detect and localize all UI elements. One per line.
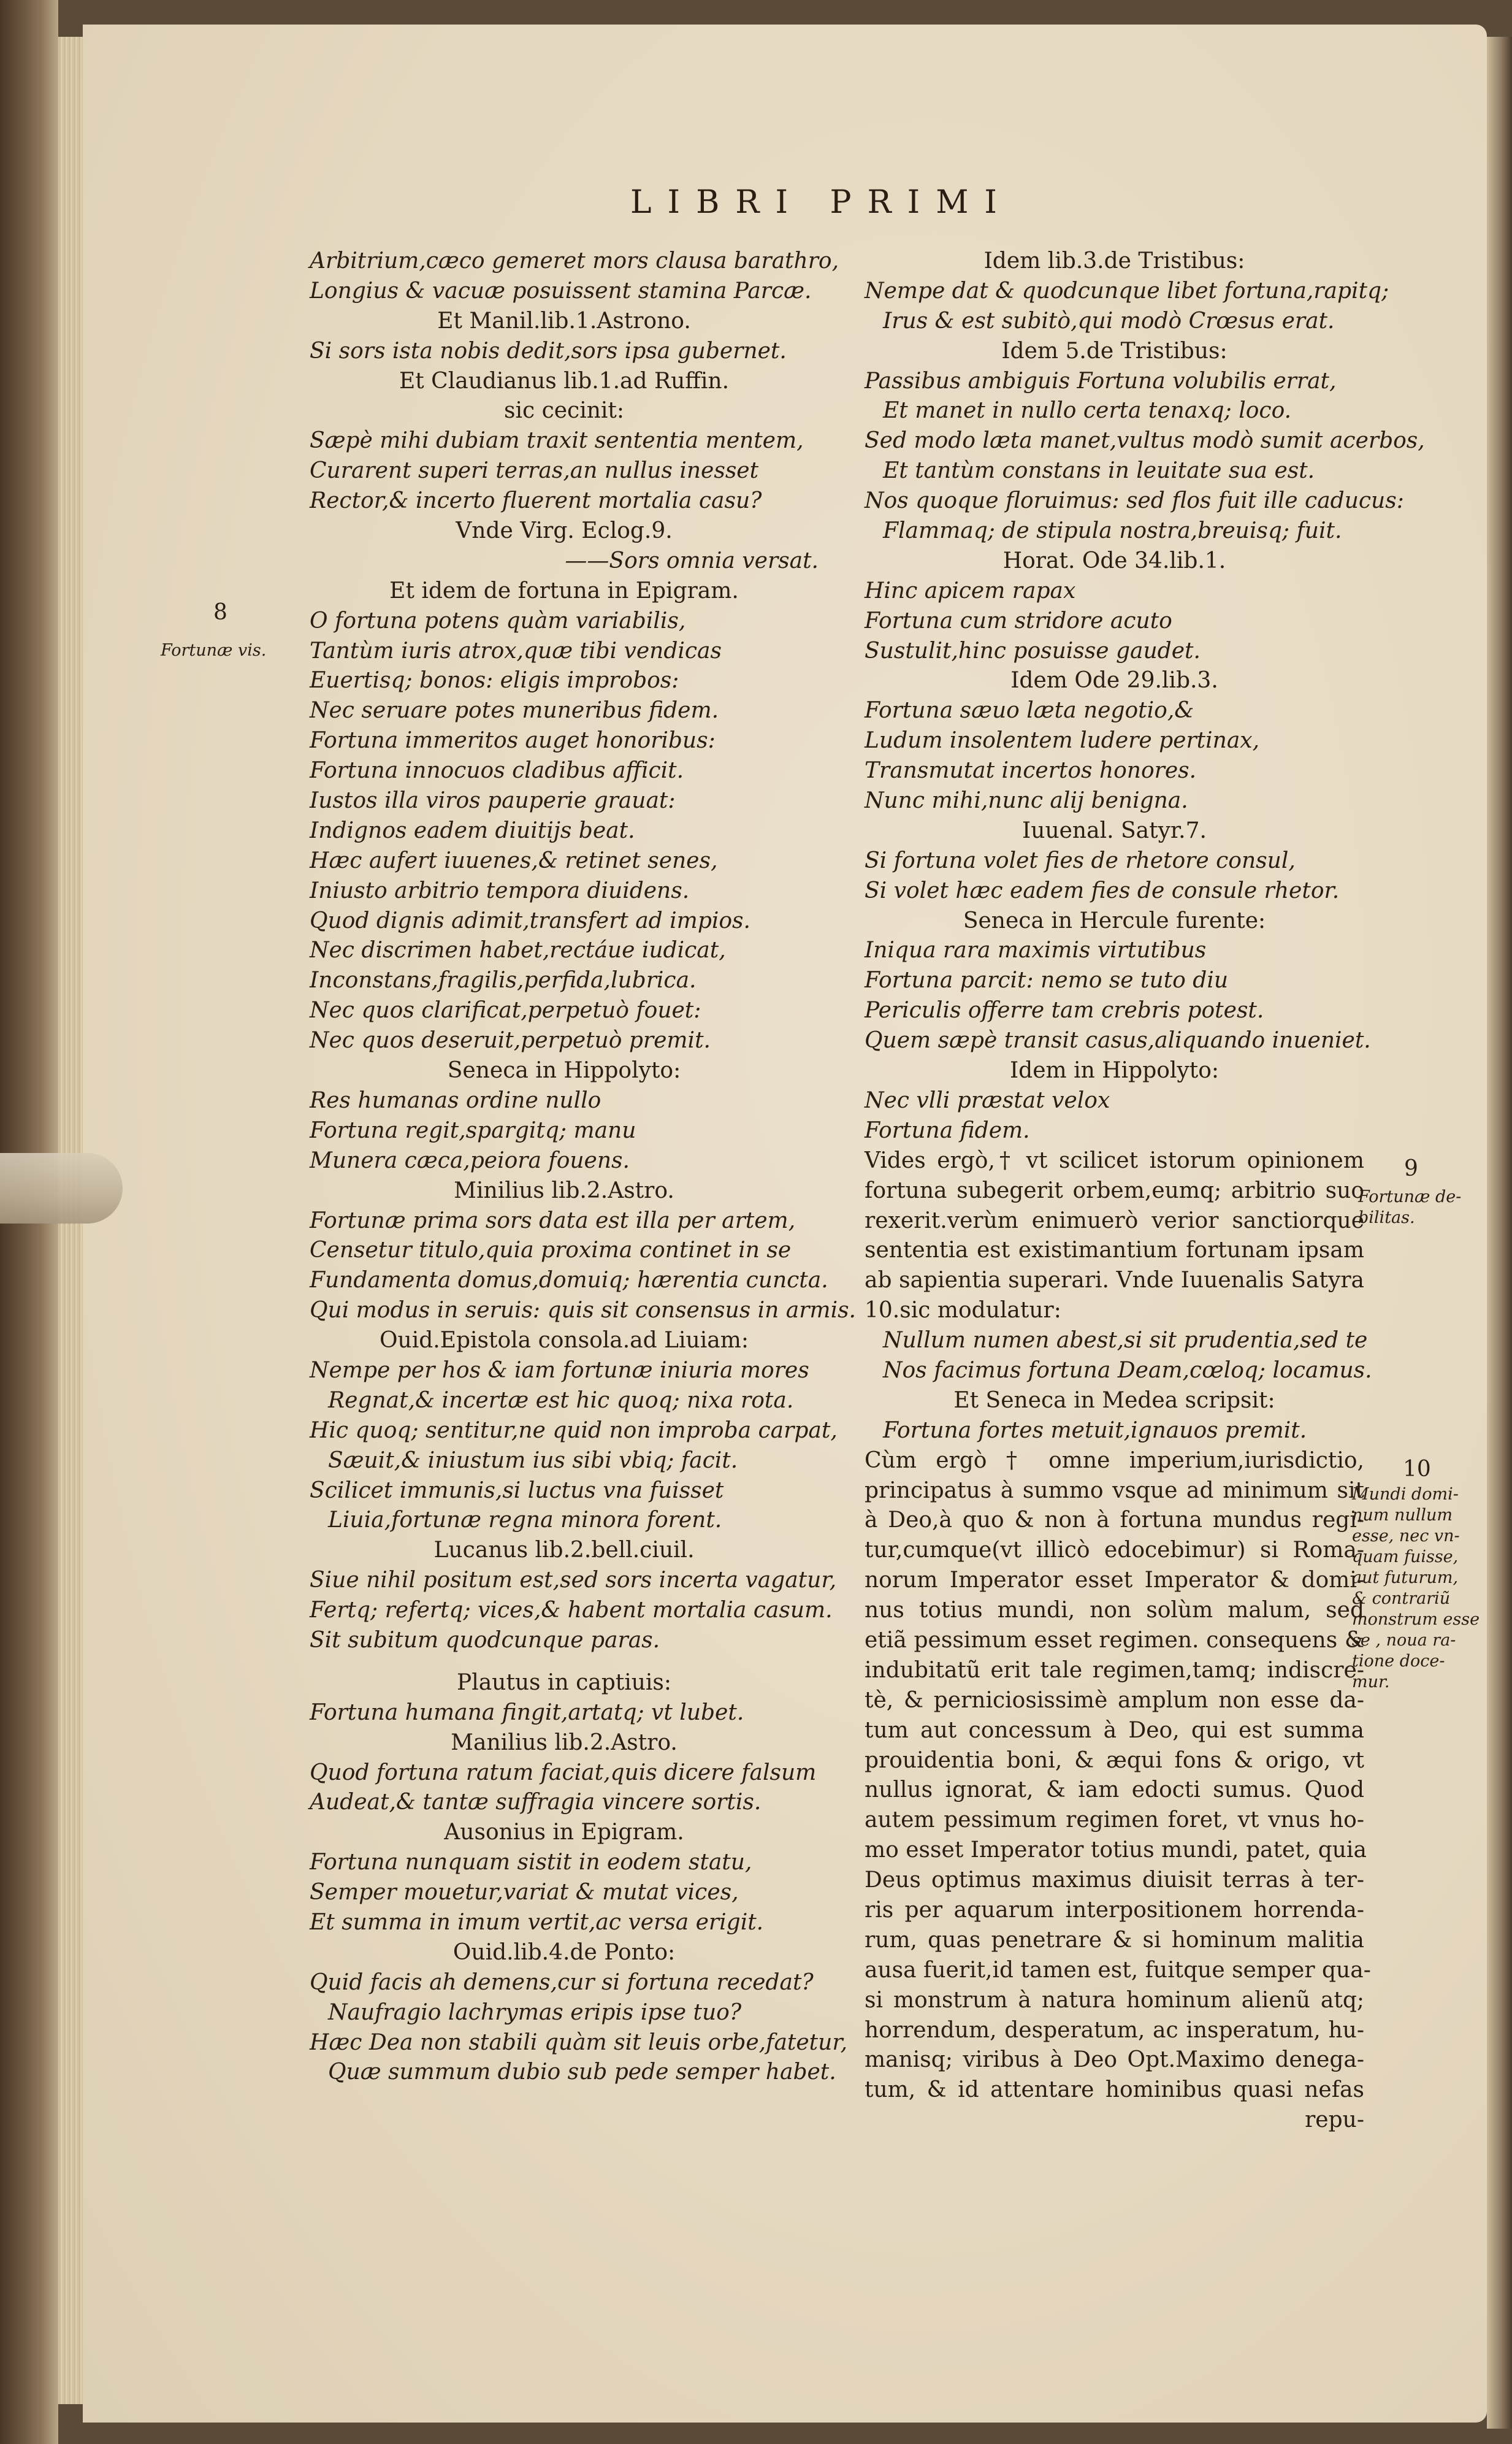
text-line: Nec discrimen habet,rectáue iudicat, [310, 938, 726, 963]
text-line: Et idem de fortuna in Epigram. [389, 578, 739, 603]
text-line: Idem lib.3.de Tristibus: [983, 248, 1245, 274]
text-line: Passibus ambiguis Fortuna volubilis errat, [865, 368, 1337, 394]
margin-note-8: Fortunæ vis. [161, 641, 267, 660]
text-line: Censetur titulo,quia proxima continet in se [310, 1238, 792, 1263]
text-line: nullus ignorat, & iam edocti sumus. Quod [865, 1777, 1364, 1803]
text-line: manisq; viribus à Deo Opt.Maximo denega- [865, 2047, 1364, 2073]
margin-note-line: tione doce- [1352, 1652, 1445, 1671]
text-line: Indignos eadem diuitijs beat. [310, 818, 635, 843]
text-line: Seneca in Hercule furente: [963, 908, 1266, 933]
text-line: Hinc apicem rapax [865, 578, 1076, 603]
text-line: Audeat,& tantæ suffragia vincere sortis. [310, 1790, 762, 1815]
text-line: Nempe dat & quodcunque libet fortuna,rapitq; [865, 278, 1389, 304]
text-line: Si fortuna volet fies de rhetore consul, [865, 848, 1296, 873]
text-line: indubitatũ erit tale regimen,tamq; indiscre- [865, 1657, 1364, 1683]
text-line: Transmutat incertos honores. [865, 758, 1197, 784]
text-line: Naufragio lachrymas eripis ipse tuo? [328, 1999, 742, 2025]
text-line: Ouid.lib.4.de Ponto: [452, 1939, 676, 1965]
margin-note-line: mur. [1352, 1672, 1390, 1691]
text-line: tum, & id attentare hominibus quasi nefas [865, 2077, 1364, 2103]
text-line: O fortuna potens quàm variabilis, [310, 608, 686, 634]
text-line: Quid facis ah demens,cur si fortuna recedat? [310, 1969, 814, 1995]
text-line: Nec seruare potes muneribus fidem. [310, 698, 719, 724]
text-line: Hic quoq; sentitur,ne quid non improba carpat, [310, 1417, 838, 1443]
text-line: repu- [1305, 2107, 1364, 2133]
text-line: rum, quas penetrare & si hominum malitia [865, 1927, 1364, 1953]
text-line: Ludum insolentem ludere pertinax, [865, 728, 1260, 754]
text-line: Si volet hæc eadem fies de consule rhetor. [865, 878, 1340, 903]
text-line: Periculis offerre tam crebris potest. [865, 998, 1264, 1024]
text-line: Fundamenta domus,domuiq; hærentia cuncta. [310, 1268, 828, 1293]
text-line: Idem in Hippolyto: [1009, 1058, 1220, 1084]
text-line: Quod fortuna ratum faciat,quis dicere falsum [310, 1760, 817, 1785]
text-line: Fortuna fidem. [865, 1117, 1030, 1143]
text-line: nus totius mundi, non solùm malum, sed [865, 1598, 1364, 1623]
margin-note-line: se , noua ra- [1352, 1631, 1456, 1650]
text-line: Inconstans,fragilis,perfida,lubrica. [310, 968, 697, 994]
text-line: Rector,& incerto fluerent mortalia casu? [310, 488, 762, 514]
text-line: Nos facimus fortuna Deam,cœloq; locamus. [883, 1357, 1372, 1383]
margin-note-line: Mundi domi- [1352, 1485, 1459, 1504]
text-line: tè, & perniciosissimè amplum non esse da- [865, 1687, 1364, 1713]
text-line: Cùm ergò † omne imperium,iurisdictio, [865, 1447, 1364, 1473]
margin-note-line: Fortunæ de- [1358, 1187, 1462, 1206]
margin-note-line: quam fuisse, [1352, 1547, 1459, 1566]
text-line: Ausonius in Epigram. [444, 1820, 684, 1845]
text-line: autem pessimum regimen foret, vt vnus ho- [865, 1807, 1364, 1833]
text-line: Et summa in imum vertit,ac versa erigit. [310, 1909, 764, 1935]
text-line: Nempe per hos & iam fortunæ iniuria mores [310, 1357, 809, 1383]
text-line: rexerit.verùm enimuerò verior sanctiorque [865, 1208, 1364, 1233]
text-line: Fertq; refertq; vices,& habent mortalia casum. [310, 1598, 833, 1623]
text-line: si monstrum à natura hominum alienũ atq; [865, 1987, 1364, 2013]
left-column [310, 247, 856, 2088]
text-line: Munera cæca,peiora fouens. [310, 1147, 630, 1173]
text-line: Tantùm iuris atrox,quæ tibi vendicas [310, 638, 722, 664]
text-line: Euertisq; bonos: eligis improbos: [310, 668, 679, 694]
text-line: Curarent superi terras,an nullus inesset [310, 458, 759, 484]
text-line: Quæ summum dubio sub pede semper habet. [328, 2059, 836, 2085]
margin-note-line: num nullum [1352, 1506, 1453, 1525]
text-line: Sæuit,& iniustum ius sibi vbiq; facit. [328, 1447, 738, 1473]
margin-number-10: 10 [1403, 1457, 1431, 1482]
text-line: sic cecinit: [503, 398, 625, 424]
text-line: Siue nihil positum est,sed sors incerta vagatur, [310, 1568, 837, 1593]
text-line: prouidentia boni, & æqui fons & origo, vt [865, 1747, 1364, 1773]
text-line: etiã pessimum esset regimen. consequens & [865, 1627, 1364, 1653]
margin-note-line: bilitas. [1358, 1208, 1415, 1227]
text-line: horrendum, desperatum, ac insperatum, hu- [865, 2017, 1364, 2043]
text-line: norum Imperator esset Imperator & domi- [865, 1568, 1364, 1593]
text-line: Nunc mihi,nunc alij benigna. [865, 788, 1188, 814]
text-line: Lucanus lib.2.bell.ciuil. [433, 1538, 695, 1563]
text-line: Nos quoque floruimus: sed flos fuit ille caducus: [865, 488, 1404, 514]
margin-note-line: & contrariũ [1352, 1589, 1451, 1608]
text-line: Quod dignis adimit,transfert ad impios. [310, 908, 750, 933]
text-line: Regnat,& incertæ est hic quoq; nixa rota. [328, 1387, 794, 1413]
text-line: Liuia,fortunæ regna minora forent. [328, 1507, 722, 1533]
text-line: Semper mouetur,variat & mutat vices, [310, 1880, 739, 1906]
text-line: Ouid.Epistola consola.ad Liuiam: [380, 1328, 749, 1354]
text-line: Sit subitum quodcunque paras. [310, 1627, 660, 1653]
text-line: Si sors ista nobis dedit,sors ipsa gubernet. [310, 338, 787, 364]
text-line: Iniqua rara maximis virtutibus [865, 938, 1207, 963]
text-line: Longius & vacuæ posuissent stamina Parcæ. [310, 278, 812, 304]
text-line [310, 1656, 819, 1668]
text-line: tur,cumque(vt illicò edocebimur) si Roma- [865, 1538, 1364, 1563]
text-line: Iustos illa viros pauperie grauat: [310, 788, 676, 814]
text-line: Idem 5.de Tristibus: [1001, 338, 1228, 364]
margin-number-8: 8 [213, 600, 227, 625]
text-line: Scilicet immunis,si luctus vna fuisset [310, 1477, 724, 1503]
text-line: Arbitrium,cæco gemeret mors clausa barathro, [310, 248, 839, 274]
running-title: LIBRI PRIMI [630, 184, 1013, 221]
text-line: Sustulit,hinc posuisse gaudet. [865, 638, 1201, 664]
text-line: ab sapientia superari. Vnde Iuuenalis Satyra [865, 1268, 1364, 1293]
text-line: Fortuna innocuos cladibus afficit. [310, 758, 684, 784]
text-line: Nec quos clarificat,perpetuò fouet: [310, 998, 701, 1024]
text-line: Hæc aufert iuuenes,& retinet senes, [310, 848, 718, 873]
text-line: Res humanas ordine nullo [310, 1087, 601, 1113]
text-line: ——Sors omnia versat. [565, 548, 819, 573]
text-line: Fortuna parcit: nemo se tuto diu [865, 968, 1229, 994]
text-line: ris per aquarum interpositionem horrenda- [865, 1897, 1364, 1923]
text-line: Et Manil.lib.1.Astrono. [437, 308, 691, 334]
text-line: Et manet in nullo certa tenaxq; loco. [883, 398, 1292, 424]
text-line: Qui modus in seruis: quis sit consensus in armis. [310, 1298, 856, 1324]
text-line: Et tantùm constans in leuitate sua est. [883, 458, 1315, 484]
text-line: Fortunæ prima sors data est illa per artem, [310, 1208, 796, 1233]
text-line: mo esset Imperator totius mundi, patet, quia [865, 1837, 1367, 1863]
text-line: Fortuna immeritos auget honoribus: [310, 728, 716, 754]
text-line: Idem Ode 29.lib.3. [1010, 668, 1218, 694]
text-line: fortuna subegerit orbem,eumq; arbitrio suo [865, 1178, 1364, 1203]
text-line: Nec quos deseruit,perpetuò premit. [310, 1028, 711, 1054]
text-line: Sæpè mihi dubiam traxit sententia mentem, [310, 428, 804, 454]
text-line: Fortuna sæuo læta negotio,& [865, 698, 1194, 724]
text-line: Quem sæpè transit casus,aliquando inueniet. [865, 1028, 1371, 1054]
text-line: Plautus in captiuis: [456, 1669, 672, 1695]
text-line: Fortuna nunquam sistit in eodem statu, [310, 1850, 752, 1875]
text-line: Sed modo læta manet,vultus modò sumit acerbos, [865, 428, 1425, 454]
text-line: principatus à summo vsque ad minimum sit [865, 1477, 1364, 1503]
text-line: Irus & est subitò,qui modò Crœsus erat. [883, 308, 1335, 334]
text-line: Et Seneca in Medea scripsit: [953, 1387, 1275, 1413]
text-line: Horat. Ode 34.lib.1. [1002, 548, 1226, 573]
margin-note-10 [1352, 1484, 1480, 1693]
text-line: Flammaq; de stipula nostra,breuisq; fuit. [883, 518, 1342, 544]
text-line: sententia est existimantium fortunam ipsam [865, 1238, 1364, 1263]
text-line: Manilius lib.2.Astro. [451, 1730, 678, 1755]
text-line: à Deo,à quo & non à fortuna mundus regi- [865, 1507, 1364, 1533]
text-line: Iniusto arbitrio tempora diuidens. [310, 878, 690, 903]
text-line: Nullum numen abest,si sit prudentia,sed te [883, 1328, 1368, 1354]
text-line: 10.sic modulatur: [865, 1298, 1061, 1324]
text-line: Iuuenal. Satyr.7. [1022, 818, 1207, 843]
text-line: Fortuna regit,spargitq; manu [310, 1117, 636, 1143]
margin-note-line: monstrum esse [1352, 1610, 1480, 1629]
text-line: ausa fuerit,id tamen est, fuitque semper qua- [865, 1957, 1371, 1983]
margin-note-9 [1358, 1187, 1461, 1228]
text-line: Nec vlli præstat velox [865, 1087, 1110, 1113]
text-line: Vnde Virg. Eclog.9. [456, 518, 673, 544]
text-line: tum aut concessum à Deo, qui est summa [865, 1717, 1364, 1743]
text-line: Fortuna cum stridore acuto [865, 608, 1172, 634]
text-line: Et Claudianus lib.1.ad Ruffin. [399, 368, 730, 394]
margin-note-line: esse, nec vn- [1352, 1527, 1460, 1546]
bookmark-tab[interactable] [0, 1153, 123, 1224]
text-line: Minilius lib.2.Astro. [454, 1178, 674, 1203]
text-line: Seneca in Hippolyto: [447, 1058, 681, 1084]
text-line: Deus optimus maximus diuisit terras à ter- [865, 1867, 1364, 1893]
text-line: Hæc Dea non stabili quàm sit leuis orbe,fatetur, [310, 2029, 848, 2055]
text-line: Vides ergò,† vt scilicet istorum opinionem [865, 1147, 1364, 1173]
text-line: Fortuna fortes metuit,ignauos premit. [883, 1417, 1307, 1443]
page-right-edge [1487, 37, 1512, 2429]
margin-note-line: aut futurum, [1352, 1568, 1459, 1587]
margin-number-9: 9 [1404, 1156, 1418, 1181]
text-line: Fortuna humana fingit,artatq; vt lubet. [310, 1699, 744, 1725]
